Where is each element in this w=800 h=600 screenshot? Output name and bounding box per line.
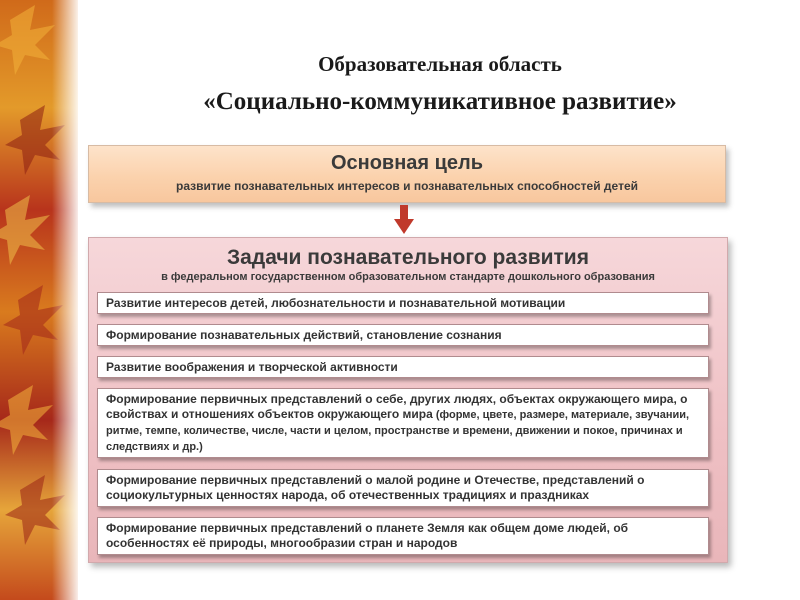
task-text: Развитие воображения и творческой активности xyxy=(106,360,398,374)
task-text: Формирование первичных представлений о себе, других людях, объектах окружающего мира, о свойствах и отношениях объектов окружающего мира xyxy=(106,392,688,421)
task-text: Формирование первичных представлений о малой родине и Отечестве, представлений о социокультурных ценностях народа, об отечественных традициях и праздниках xyxy=(106,473,645,502)
tasks-title: Задачи познавательного развития xyxy=(227,246,589,269)
task-detail: (форме, цвете, размере, материале, звучании, ритме, темпе, количестве, числе, части и целом, пространстве и времени, движении и покое, причинах и следствиях и др.) xyxy=(106,409,690,453)
page-title-line2: «Социально-коммуникативное развитие» xyxy=(203,88,677,115)
task-text: Формирование первичных представлений о планете Земля как общем доме людей, об особенностях её природы, многообразии стран и народов xyxy=(106,521,629,550)
page-title-line1: Образовательная область xyxy=(318,52,562,76)
goal-subtitle: развитие познавательных интересов и познавательных способностей детей xyxy=(175,179,638,193)
tasks-panel xyxy=(88,237,728,563)
task-item xyxy=(97,469,709,507)
task-item xyxy=(97,517,709,555)
main-goal-box xyxy=(88,145,726,203)
goal-title: Основная цель xyxy=(330,152,484,174)
tasks-subtitle: в федеральном государственном образовательном стандарте дошкольного образования xyxy=(161,271,655,283)
task-item xyxy=(97,324,709,346)
task-item xyxy=(97,292,709,314)
task-text: Формирование познавательных действий, становление сознания xyxy=(106,328,502,342)
task-item xyxy=(97,388,709,458)
task-text: Развитие интересов детей, любознательности и познавательной мотивации xyxy=(106,296,566,310)
autumn-leaves-border xyxy=(0,0,78,600)
arrow-down-icon xyxy=(394,205,414,235)
task-item xyxy=(97,356,709,378)
